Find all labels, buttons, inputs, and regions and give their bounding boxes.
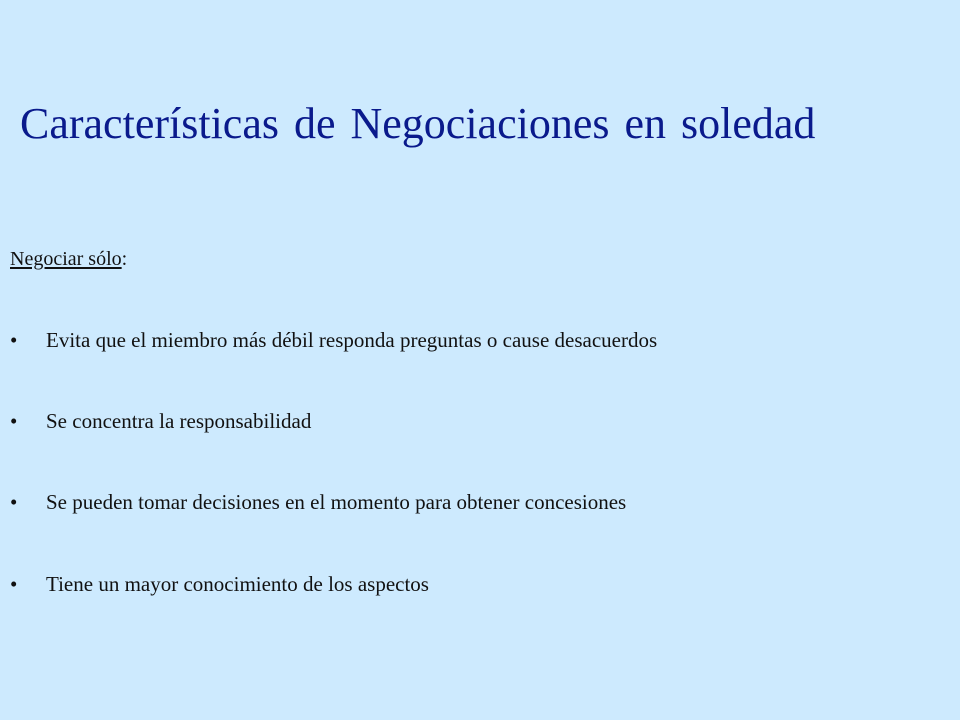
bullet-dot-icon: • — [10, 328, 18, 352]
bullet-text: Se concentra la responsabilidad — [46, 409, 312, 433]
slide-title: Características de Negociaciones en soledad — [20, 99, 816, 148]
bullet-text: Se pueden tomar decisiones en el momento para obtener concesiones — [46, 490, 627, 514]
bullet-item — [10, 572, 429, 597]
bullet-dot-icon: • — [10, 490, 18, 514]
bullet-text: Evita que el miembro más débil responda preguntas o cause desacuerdos — [46, 328, 658, 352]
bullet-item — [10, 328, 657, 353]
bullet-dot-icon: • — [10, 409, 18, 433]
bullet-item — [10, 490, 626, 515]
subtitle-colon: : — [121, 248, 128, 270]
bullet-item — [10, 409, 311, 434]
bullet-text: Tiene un mayor conocimiento de los aspectos — [46, 572, 429, 596]
subtitle-underlined-text: Negociar sólo — [10, 248, 122, 270]
bullet-dot-icon: • — [10, 572, 18, 596]
slide-subtitle — [10, 248, 127, 271]
